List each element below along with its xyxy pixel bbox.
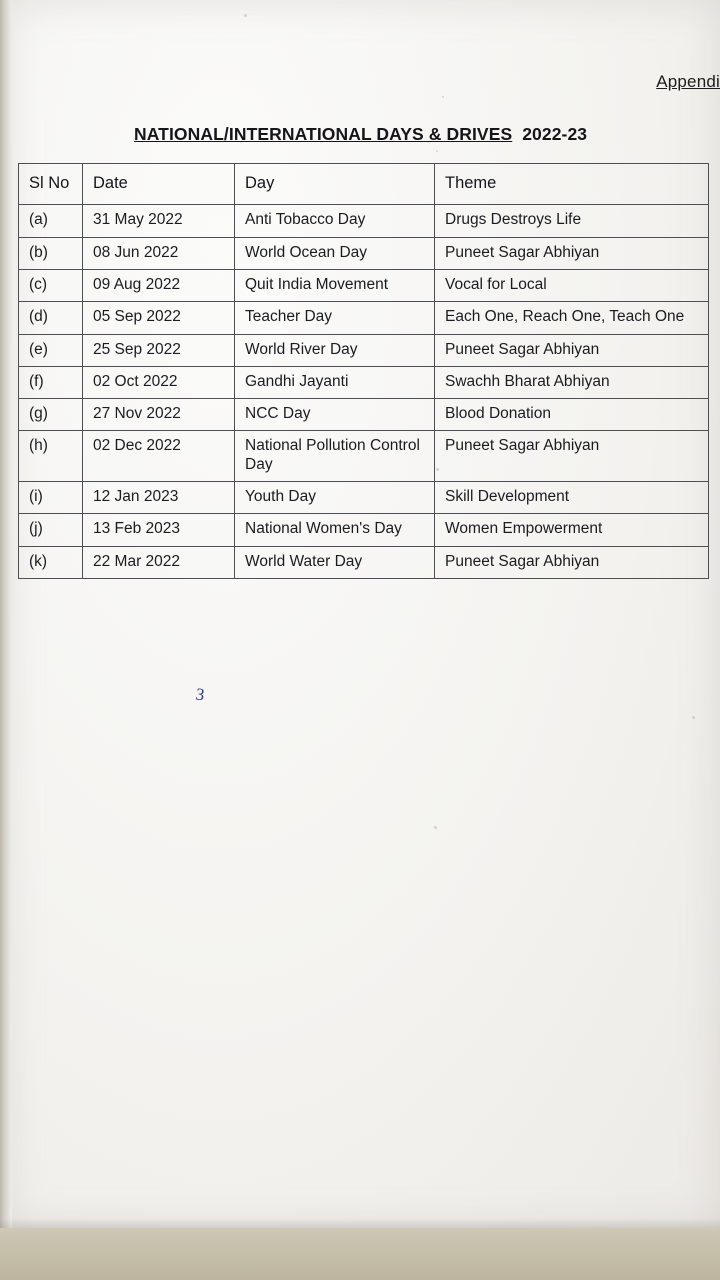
cell-day: World River Day: [235, 334, 435, 366]
table-row: [19, 399, 709, 431]
paper-speck: [692, 716, 695, 719]
cell-theme: Each One, Reach One, Teach One: [435, 302, 709, 334]
column-header-sl-no: Sl No: [19, 164, 83, 205]
page-title: [134, 124, 587, 145]
cell-sl: (e): [19, 334, 83, 366]
days-and-drives-table-wrap: [18, 163, 708, 579]
paper-speck: [442, 96, 444, 98]
cell-day: National Pollution Control Day: [235, 431, 435, 482]
cell-day: Gandhi Jayanti: [235, 366, 435, 398]
table-row: [19, 482, 709, 514]
cell-sl: (c): [19, 270, 83, 302]
cell-sl: (i): [19, 482, 83, 514]
table-row: [19, 514, 709, 546]
cell-day: World Water Day: [235, 546, 435, 578]
cell-date: 05 Sep 2022: [83, 302, 235, 334]
cell-sl: (f): [19, 366, 83, 398]
pen-annotation: 3: [194, 684, 206, 705]
cell-date: 31 May 2022: [83, 205, 235, 237]
cell-theme: Vocal for Local: [435, 270, 709, 302]
column-header-day: Day: [235, 164, 435, 205]
cell-date: 13 Feb 2023: [83, 514, 235, 546]
cell-day: NCC Day: [235, 399, 435, 431]
days-and-drives-table: [18, 163, 709, 579]
paper-left-edge: [0, 0, 12, 1228]
appendix-label: Appendi: [656, 72, 720, 91]
cell-theme: Skill Development: [435, 482, 709, 514]
table-row: [19, 270, 709, 302]
cell-theme: Puneet Sagar Abhiyan: [435, 237, 709, 269]
cell-theme: Drugs Destroys Life: [435, 205, 709, 237]
column-header-date: Date: [83, 164, 235, 205]
cell-sl: (h): [19, 431, 83, 482]
cell-date: 25 Sep 2022: [83, 334, 235, 366]
cell-date: 12 Jan 2023: [83, 482, 235, 514]
page-title-year: 2022-23: [522, 124, 588, 144]
cell-theme: Puneet Sagar Abhiyan: [435, 334, 709, 366]
cell-sl: (d): [19, 302, 83, 334]
cell-theme: Puneet Sagar Abhiyan: [435, 431, 709, 482]
cell-date: 02 Oct 2022: [83, 366, 235, 398]
cell-sl: (a): [19, 205, 83, 237]
cell-theme: Puneet Sagar Abhiyan: [435, 546, 709, 578]
paper-speck: [244, 14, 247, 17]
cell-day: Anti Tobacco Day: [235, 205, 435, 237]
cell-theme: Blood Donation: [435, 399, 709, 431]
table-header-row: [19, 164, 709, 205]
table-row: [19, 237, 709, 269]
paper-page: [6, 0, 720, 1228]
cell-date: 27 Nov 2022: [83, 399, 235, 431]
paper-speck: [436, 150, 438, 152]
cell-sl: (b): [19, 237, 83, 269]
table-row: [19, 302, 709, 334]
desk-surface: [0, 1228, 720, 1280]
cell-day: Youth Day: [235, 482, 435, 514]
cell-date: 08 Jun 2022: [83, 237, 235, 269]
cell-date: 09 Aug 2022: [83, 270, 235, 302]
cell-day: Quit India Movement: [235, 270, 435, 302]
cell-theme: Swachh Bharat Abhiyan: [435, 366, 709, 398]
page-title-main: NATIONAL/INTERNATIONAL DAYS & DRIVES: [134, 124, 513, 144]
cell-day: National Women's Day: [235, 514, 435, 546]
cell-date: 22 Mar 2022: [83, 546, 235, 578]
cell-day: Teacher Day: [235, 302, 435, 334]
cell-sl: (g): [19, 399, 83, 431]
table-row: [19, 205, 709, 237]
table-row: [19, 366, 709, 398]
paper-speck: [434, 826, 437, 829]
table-row: [19, 546, 709, 578]
cell-sl: (k): [19, 546, 83, 578]
cell-day: World Ocean Day: [235, 237, 435, 269]
cell-date: 02 Dec 2022: [83, 431, 235, 482]
table-row: [19, 334, 709, 366]
column-header-theme: Theme: [435, 164, 709, 205]
cell-theme: Women Empowerment: [435, 514, 709, 546]
cell-sl: (j): [19, 514, 83, 546]
table-row: [19, 431, 709, 482]
